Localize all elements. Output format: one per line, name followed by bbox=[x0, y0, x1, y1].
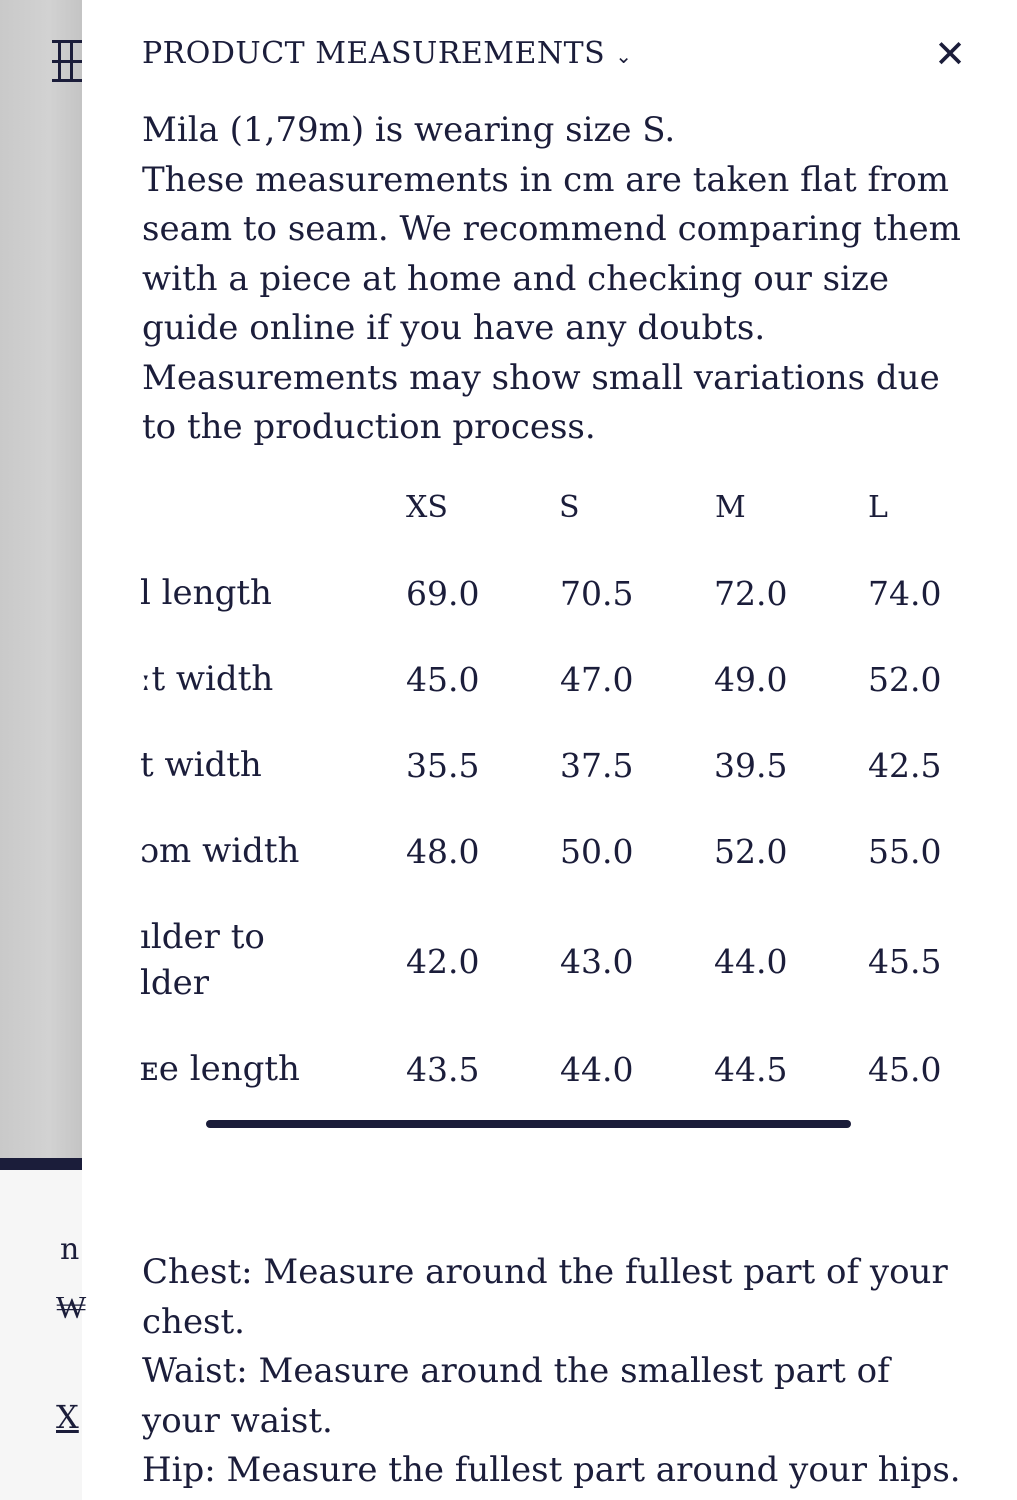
cell-value: 49.0 bbox=[714, 660, 788, 699]
table-row bbox=[82, 742, 1017, 802]
cell-value: 35.5 bbox=[406, 746, 480, 785]
background-page-lower bbox=[0, 1170, 87, 1500]
intro-text bbox=[142, 106, 972, 453]
cell-value: 72.0 bbox=[714, 574, 788, 613]
cell-value: 39.5 bbox=[714, 746, 788, 785]
background-divider bbox=[0, 1158, 82, 1170]
cell-value: 42.5 bbox=[868, 746, 942, 785]
row-label: t width bbox=[140, 745, 262, 785]
table-row bbox=[82, 914, 1017, 1014]
size-header-l: L bbox=[868, 490, 888, 525]
row-label: ılder to lder bbox=[140, 917, 265, 1003]
hip-guide: Hip: Measure the fullest part around your hips. bbox=[142, 1450, 961, 1490]
currency-icon: ₩ bbox=[56, 1288, 87, 1326]
measuring-guide bbox=[142, 1248, 972, 1496]
table-row bbox=[82, 1046, 1017, 1106]
cell-value: 37.5 bbox=[560, 746, 634, 785]
cell-value: 70.5 bbox=[560, 574, 634, 613]
size-header-m: M bbox=[715, 490, 746, 525]
cell-value: 50.0 bbox=[560, 832, 634, 871]
cell-value: 45.0 bbox=[868, 1050, 942, 1089]
size-header-xs: XS bbox=[406, 490, 448, 525]
measurements-dropdown[interactable] bbox=[142, 36, 633, 71]
menu-icon[interactable] bbox=[52, 40, 82, 82]
horizontal-scrollbar[interactable] bbox=[206, 1120, 851, 1128]
panel-title: PRODUCT MEASUREMENTS bbox=[142, 36, 606, 71]
row-label: ɔm width bbox=[140, 831, 300, 871]
chevron-down-icon: ⌄ bbox=[615, 43, 633, 68]
table-row bbox=[82, 570, 1017, 630]
cell-value: 48.0 bbox=[406, 832, 480, 871]
cell-value: 47.0 bbox=[560, 660, 634, 699]
close-icon[interactable]: ✕ bbox=[934, 32, 966, 76]
measurement-note: These measurements in cm are taken flat from seam to seam. We recommend comparing them with a piece at home and checking our size guide online if you have any doubts. Measurements may show small variations due to the production process. bbox=[142, 159, 961, 447]
cell-value: 43.5 bbox=[406, 1050, 480, 1089]
cell-value: 43.0 bbox=[560, 942, 634, 981]
waist-guide: Waist: Measure around the smallest part of your waist. bbox=[142, 1351, 890, 1441]
cell-value: 45.0 bbox=[406, 660, 480, 699]
cell-value: 44.5 bbox=[714, 1050, 788, 1089]
background-close-link[interactable]: X bbox=[56, 1398, 79, 1436]
row-label: ᴇe length bbox=[140, 1049, 300, 1089]
row-label: ːt width bbox=[140, 659, 274, 699]
cell-value: 52.0 bbox=[868, 660, 942, 699]
background-page-strip bbox=[0, 0, 82, 1160]
table-row bbox=[82, 656, 1017, 716]
cell-value: 45.5 bbox=[868, 942, 942, 981]
chest-guide: Chest: Measure around the fullest part of your chest. bbox=[142, 1252, 948, 1342]
cell-value: 42.0 bbox=[406, 942, 480, 981]
cell-value: 44.0 bbox=[560, 1050, 634, 1089]
table-row bbox=[82, 828, 1017, 888]
cell-value: 74.0 bbox=[868, 574, 942, 613]
cell-value: 55.0 bbox=[868, 832, 942, 871]
size-header-s: S bbox=[559, 490, 580, 525]
cell-value: 44.0 bbox=[714, 942, 788, 981]
model-size-note: Mila (1,79m) is wearing size S. bbox=[142, 110, 676, 150]
background-text-fragment: n bbox=[60, 1232, 80, 1267]
cell-value: 69.0 bbox=[406, 574, 480, 613]
measurements-panel bbox=[82, 0, 1017, 1500]
cell-value: 52.0 bbox=[714, 832, 788, 871]
row-label: l length bbox=[140, 573, 272, 613]
